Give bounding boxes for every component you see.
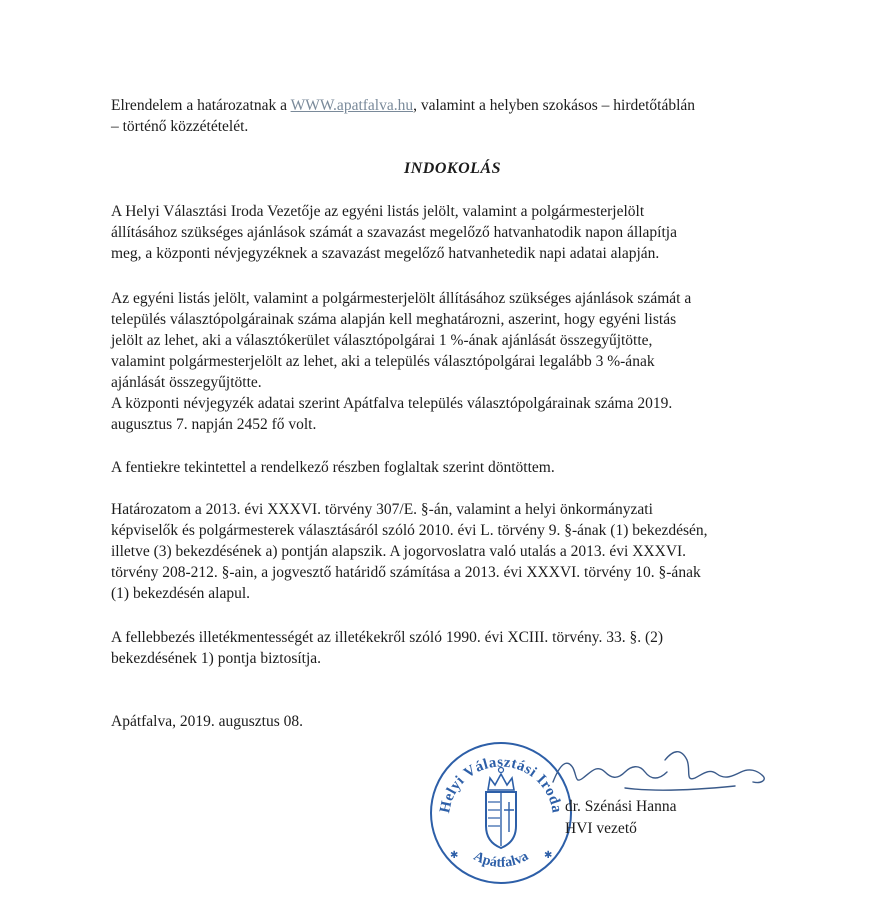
intro-text-after: , valamint a helyben szokásos – hirdetőtáblán	[413, 97, 696, 114]
handwritten-signature	[505, 742, 775, 800]
paragraph-3-line: A fentiekre tekintettel a rendelkező részben foglaltak szerint döntöttem.	[111, 459, 555, 476]
intro-line-2: – történő közzétételét.	[111, 118, 249, 135]
paragraph-1-line: meg, a központi névjegyzéknek a szavazást megelőző hatvanhetedik napi adatai alapján.	[111, 245, 660, 262]
intro-line-1	[111, 96, 695, 116]
paragraph-4-line: (1) bekezdésén alapul.	[111, 585, 251, 602]
svg-text:Apátfalva	[471, 849, 531, 871]
paragraph-2-line: jelölt az lehet, aki a választókerület választópolgárai 1 %-ának ajánlását összegyűjtötte,	[111, 332, 653, 349]
paragraph-2-line: ajánlását összegyűjtötte.	[111, 374, 262, 391]
stamp-top-text: Helyi Választási Iroda	[437, 754, 565, 815]
paragraph-1-line: állításához szükséges ajánlások számát a szavazást megelőző hatvanhatodik napon állapítja	[111, 224, 677, 241]
paragraph-5-line: A fellebbezés illetékmentességét az illetékekről szóló 1990. évi XCIII. törvény. 33. §. (2)	[111, 629, 664, 646]
signatory-name: dr. Szénási Hanna	[565, 798, 677, 815]
signatory-role: HVI vezető	[565, 820, 637, 837]
website-link[interactable]: WWW.apatfalva.hu	[290, 97, 414, 114]
date-line: Apátfalva, 2019. augusztus 08.	[111, 713, 303, 730]
section-heading: INDOKOLÁS	[404, 160, 501, 177]
paragraph-4-line: törvény 208-212. §-ain, a jogvesztő határidő számítása a 2013. évi XXXVI. törvény 10. §-ának	[111, 564, 701, 581]
paragraph-2-line: augusztus 7. napján 2452 fő volt.	[111, 416, 317, 433]
paragraph-4-line: Határozatom a 2013. évi XXXVI. törvény 307/E. §-án, valamint a helyi önkormányzati	[111, 501, 653, 518]
svg-text:✱: ✱	[450, 850, 459, 861]
paragraph-2-line: Az egyéni listás jelölt, valamint a polgármesterjelölt állításához szükséges ajánlások számát a	[111, 290, 692, 307]
paragraph-5-line: bekezdésének 1) pontja biztosítja.	[111, 650, 322, 667]
paragraph-4-line: illetve (3) bekezdésének a) pontján alapszik. A jogorvoslatra való utalás a 2013. évi XXXVI.	[111, 543, 687, 560]
paragraph-4-line: képviselők és polgármesterek választásáról szóló 2010. évi L. törvény 9. §-ának (1) bekezdésén,	[111, 522, 708, 539]
paragraph-1-line: A Helyi Választási Iroda Vezetője az egyéni listás jelölt, valamint a polgármesterjelölt	[111, 203, 645, 220]
paragraph-2-line: A központi névjegyzék adatai szerint Apátfalva település választópolgárainak száma 2019.	[111, 395, 673, 412]
svg-text:✱: ✱	[544, 850, 553, 861]
paragraph-2-line: valamint polgármesterjelölt az lehet, aki a település választópolgárai legalább 3 %-ának	[111, 353, 655, 370]
stamp-bottom-text: Apátfalva	[470, 848, 532, 871]
intro-text: Elrendelem a határozatnak a	[111, 97, 291, 114]
paragraph-2-line: település választópolgárainak száma alapján kell meghatározni, aszerint, hogy egyéni listás	[111, 311, 677, 328]
